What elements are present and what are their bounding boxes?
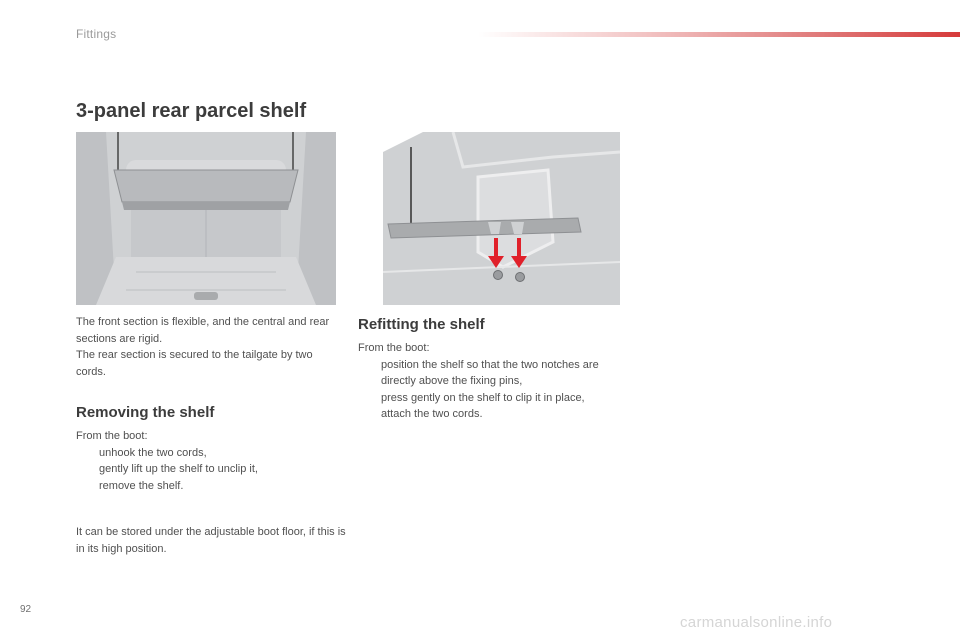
watermark: carmanualsonline.info — [680, 614, 833, 631]
step-text: attach the two cords. — [381, 408, 483, 420]
step-text: position the shelf so that the two notches are directly above the fixing pins, — [381, 358, 599, 387]
list-item — [358, 406, 618, 423]
intro-line-1: The front section is flexible, and the central and rear sections are rigid. — [76, 316, 330, 345]
header-accent-bar — [478, 32, 960, 37]
storage-note-text: It can be stored under the adjustable boot floor, if this is in its high position. — [76, 526, 346, 555]
removing-steps — [76, 445, 346, 495]
list-item — [76, 445, 346, 462]
removing-from: From the boot: — [76, 430, 148, 442]
refitting-steps — [358, 357, 618, 423]
intro-text — [76, 314, 341, 380]
step-text: press gently on the shelf to clip it in place, — [381, 391, 585, 404]
list-item — [358, 357, 618, 390]
removing-instructions — [76, 428, 346, 494]
section-label: Fittings — [76, 27, 117, 41]
tailgate-fixing-illustration — [383, 132, 620, 305]
list-item — [76, 478, 346, 495]
refitting-instructions — [358, 340, 618, 423]
removing-heading: Removing the shelf — [76, 404, 215, 421]
list-item — [358, 390, 618, 407]
page-number: 92 — [20, 604, 32, 615]
list-item — [76, 461, 346, 478]
page-title: 3-panel rear parcel shelf — [76, 100, 307, 122]
intro-line-2: The rear section is secured to the tailgate by two cords. — [76, 349, 313, 378]
step-text: unhook the two cords, — [99, 446, 207, 459]
storage-note — [76, 524, 346, 557]
boot-interior-illustration — [76, 132, 336, 305]
refitting-heading: Refitting the shelf — [358, 316, 485, 333]
refitting-from: From the boot: — [358, 342, 430, 354]
step-text: remove the shelf. — [99, 479, 184, 492]
step-text: gently lift up the shelf to unclip it, — [99, 463, 258, 475]
